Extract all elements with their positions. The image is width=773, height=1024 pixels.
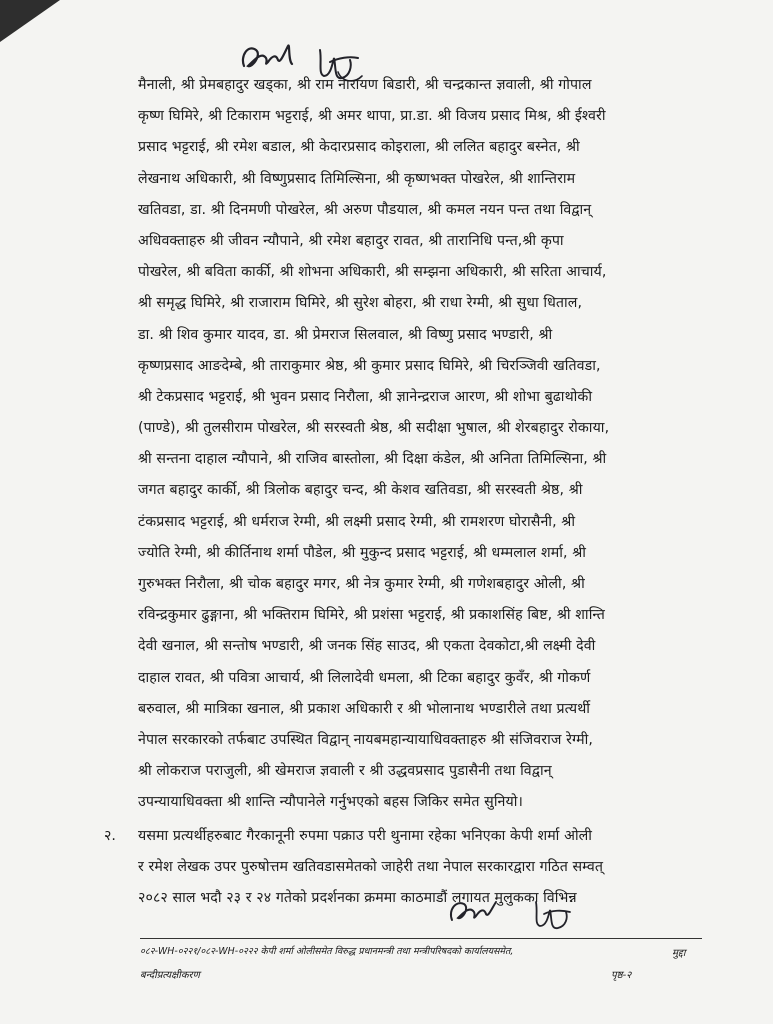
text-line: पोखरेल, श्री बविता कार्की, श्री शोभना अधिकारी, श्री सम्झना अधिकारी, श्री सरिता आचार्य, (138, 264, 607, 281)
text-line: (पाण्डे), श्री तुलसीराम पोखरेल, श्री सरस्वती श्रेष्ठ, श्री सदीक्षा भुषाल, श्री शेरबहादुर रोकाया, (138, 420, 610, 437)
text-line: डा. श्री शिव कुमार यादव, डा. श्री प्रेमराज सिलवाल, श्री विष्णु प्रसाद भण्डारी, श्री (138, 326, 553, 343)
text-line: लेखनाथ अधिकारी, श्री विष्णुप्रसाद तिमिल्सिना, श्री कृष्णभक्त पोखरेल, श्री शान्तिराम (138, 170, 576, 187)
text-line: श्री सन्तना दाहाल न्यौपाने, श्री राजिव बास्तोला, श्री दिक्षा कंडेल, श्री अनिता तिमिल्सिना, श्री (138, 451, 607, 468)
footer-case-line: ०८२-WH-०२२१/०८२-WH-०२२२ केपी शर्मा ओलीसमेत विरुद्ध प्रधानमन्त्री तथा मन्त्रीपरिषदको कार्यालयसमेत, (140, 946, 514, 957)
text-line: दाहाल रावत, श्री पवित्रा आचार्य, श्री लिलादेवी धमला, श्री टिका बहादुर कुवँर, श्री गोकर्ण (138, 669, 591, 686)
text-line: नेपाल सरकारको तर्फबाट उपस्थित विद्वान् नायबमहान्यायाधिवक्ताहरु श्री संजिवराज रेग्मी, (138, 731, 593, 748)
text-line: खतिवडा, डा. श्री दिनमणी पोखरेल, श्री अरुण पौडयाल, श्री कमल नयन पन्त तथा विद्वान् (138, 201, 592, 218)
paragraph-2 (138, 821, 698, 915)
text-line: गुरुभक्त निरौला, श्री चोक बहादुर मगर, श्री नेत्र कुमार रेग्मी, श्री गणेशबहादुर ओली, श्री (138, 576, 585, 592)
text-line: उपन्यायाधिवक्ता श्री शान्ति न्यौपानेले गर्नुभएको बहस जिकिर समेत सुनियो। (138, 794, 523, 811)
text-line: देवी खनाल, श्री सन्तोष भण्डारी, श्री जनक सिंह साउद, श्री एकता देवकोटा,श्री लक्ष्मी देवी (138, 638, 596, 655)
footer-page-number: पृष्ठ-२ (611, 970, 632, 981)
text-line: जगत बहादुर कार्की, श्री त्रिलोक बहादुर चन्द, श्री केशव खतिवडा, श्री सरस्वती श्रेष्ठ, श्री (138, 482, 583, 499)
text-line: कृष्णप्रसाद आङदेम्बे, श्री ताराकुमार श्रेष्ठ, श्री कुमार प्रसाद घिमिरे, श्री चिरञ्जिवी खतिवडा, (138, 357, 601, 374)
paragraph-2-number: २. (104, 828, 116, 844)
page-corner-shadow (0, 0, 60, 42)
text-line: मैनाली, श्री प्रेमबहादुर खड्का, श्री राम नारायण बिडारी, श्री चन्द्रकान्त ज्ञवाली, श्री गोपाल (138, 77, 592, 93)
text-line: टंकप्रसाद भट्टराई, श्री धर्मराज रेग्मी, श्री लक्ष्मी प्रसाद रेग्मी, श्री रामशरण घोरासैनी, श्री (138, 513, 576, 530)
text-line: २०८२ साल भदौ २३ र २४ गतेको प्रदर्शनका क्रममा काठमाडौं लगायत मुलुकका विभिन्न (138, 890, 577, 907)
footer-divider (140, 938, 702, 939)
text-line: श्री टेकप्रसाद भट्टराई, श्री भुवन प्रसाद निरौला, श्री ज्ञानेन्द्रराज आरण, श्री शोभा बुढाथोकी (138, 388, 593, 405)
text-line: कृष्ण घिमिरे, श्री टिकाराम भट्टराई, श्री अमर थापा, प्रा.डा. श्री विजय प्रसाद मिश्र, श्री ईश्वरी (138, 108, 606, 125)
text-line: यसमा प्रत्यर्थीहरुबाट गैरकानूनी रुपमा पक्राउ परी थुनामा रहेका भनिएका केपी शर्मा ओली (138, 828, 593, 844)
text-line: बरुवाल, श्री मात्रिका खनाल, श्री प्रकाश अधिकारी र श्री भोलानाथ भण्डारीले तथा प्रत्यर्थी (138, 700, 591, 717)
text-line: रविन्द्रकुमार ढुङ्गाना, श्री भक्तिराम घिमिरे, श्री प्रशंसा भट्टराई, श्री प्रकाशसिंह बिष्ट, श्री शान्ति (138, 607, 605, 624)
paragraph-1 (138, 70, 698, 819)
text-line: र रमेश लेखक उपर पुरुषोत्तम खतिवडासमेतको जाहेरी तथा नेपाल सरकारद्वारा गठित सम्वत् (138, 859, 604, 876)
text-line: श्री लोकराज पराजुली, श्री खेमराज ज्ञवाली र श्री उद्धवप्रसाद पुडासैनी तथा विद्वान् (138, 763, 552, 780)
footer-mudda-label: मुद्दा (672, 948, 686, 959)
text-line: श्री समृद्ध घिमिरे, श्री राजाराम घिमिरे, श्री सुरेश बोहरा, श्री राधा रेग्मी, श्री सुधा धिताल, (138, 295, 583, 312)
text-line: अधिवक्ताहरु श्री जीवन न्यौपाने, श्री रमेश बहादुर रावत, श्री तारानिधि पन्त,श्री कृपा (138, 232, 564, 249)
text-line: ज्योति रेग्मी, श्री कीर्तिनाथ शर्मा पौडेल, श्री मुकुन्द प्रसाद भट्टराई, श्री धम्मलाल शर्मा, श्री (138, 544, 587, 561)
text-line: प्रसाद भट्टराई, श्री रमेश बडाल, श्री केदारप्रसाद कोइराला, श्री ललित बहादुर बस्नेत, श्री (138, 139, 580, 156)
signature-bottom (448, 892, 588, 936)
footer-writ-type: बन्दीप्रत्यक्षीकरण (140, 970, 200, 981)
